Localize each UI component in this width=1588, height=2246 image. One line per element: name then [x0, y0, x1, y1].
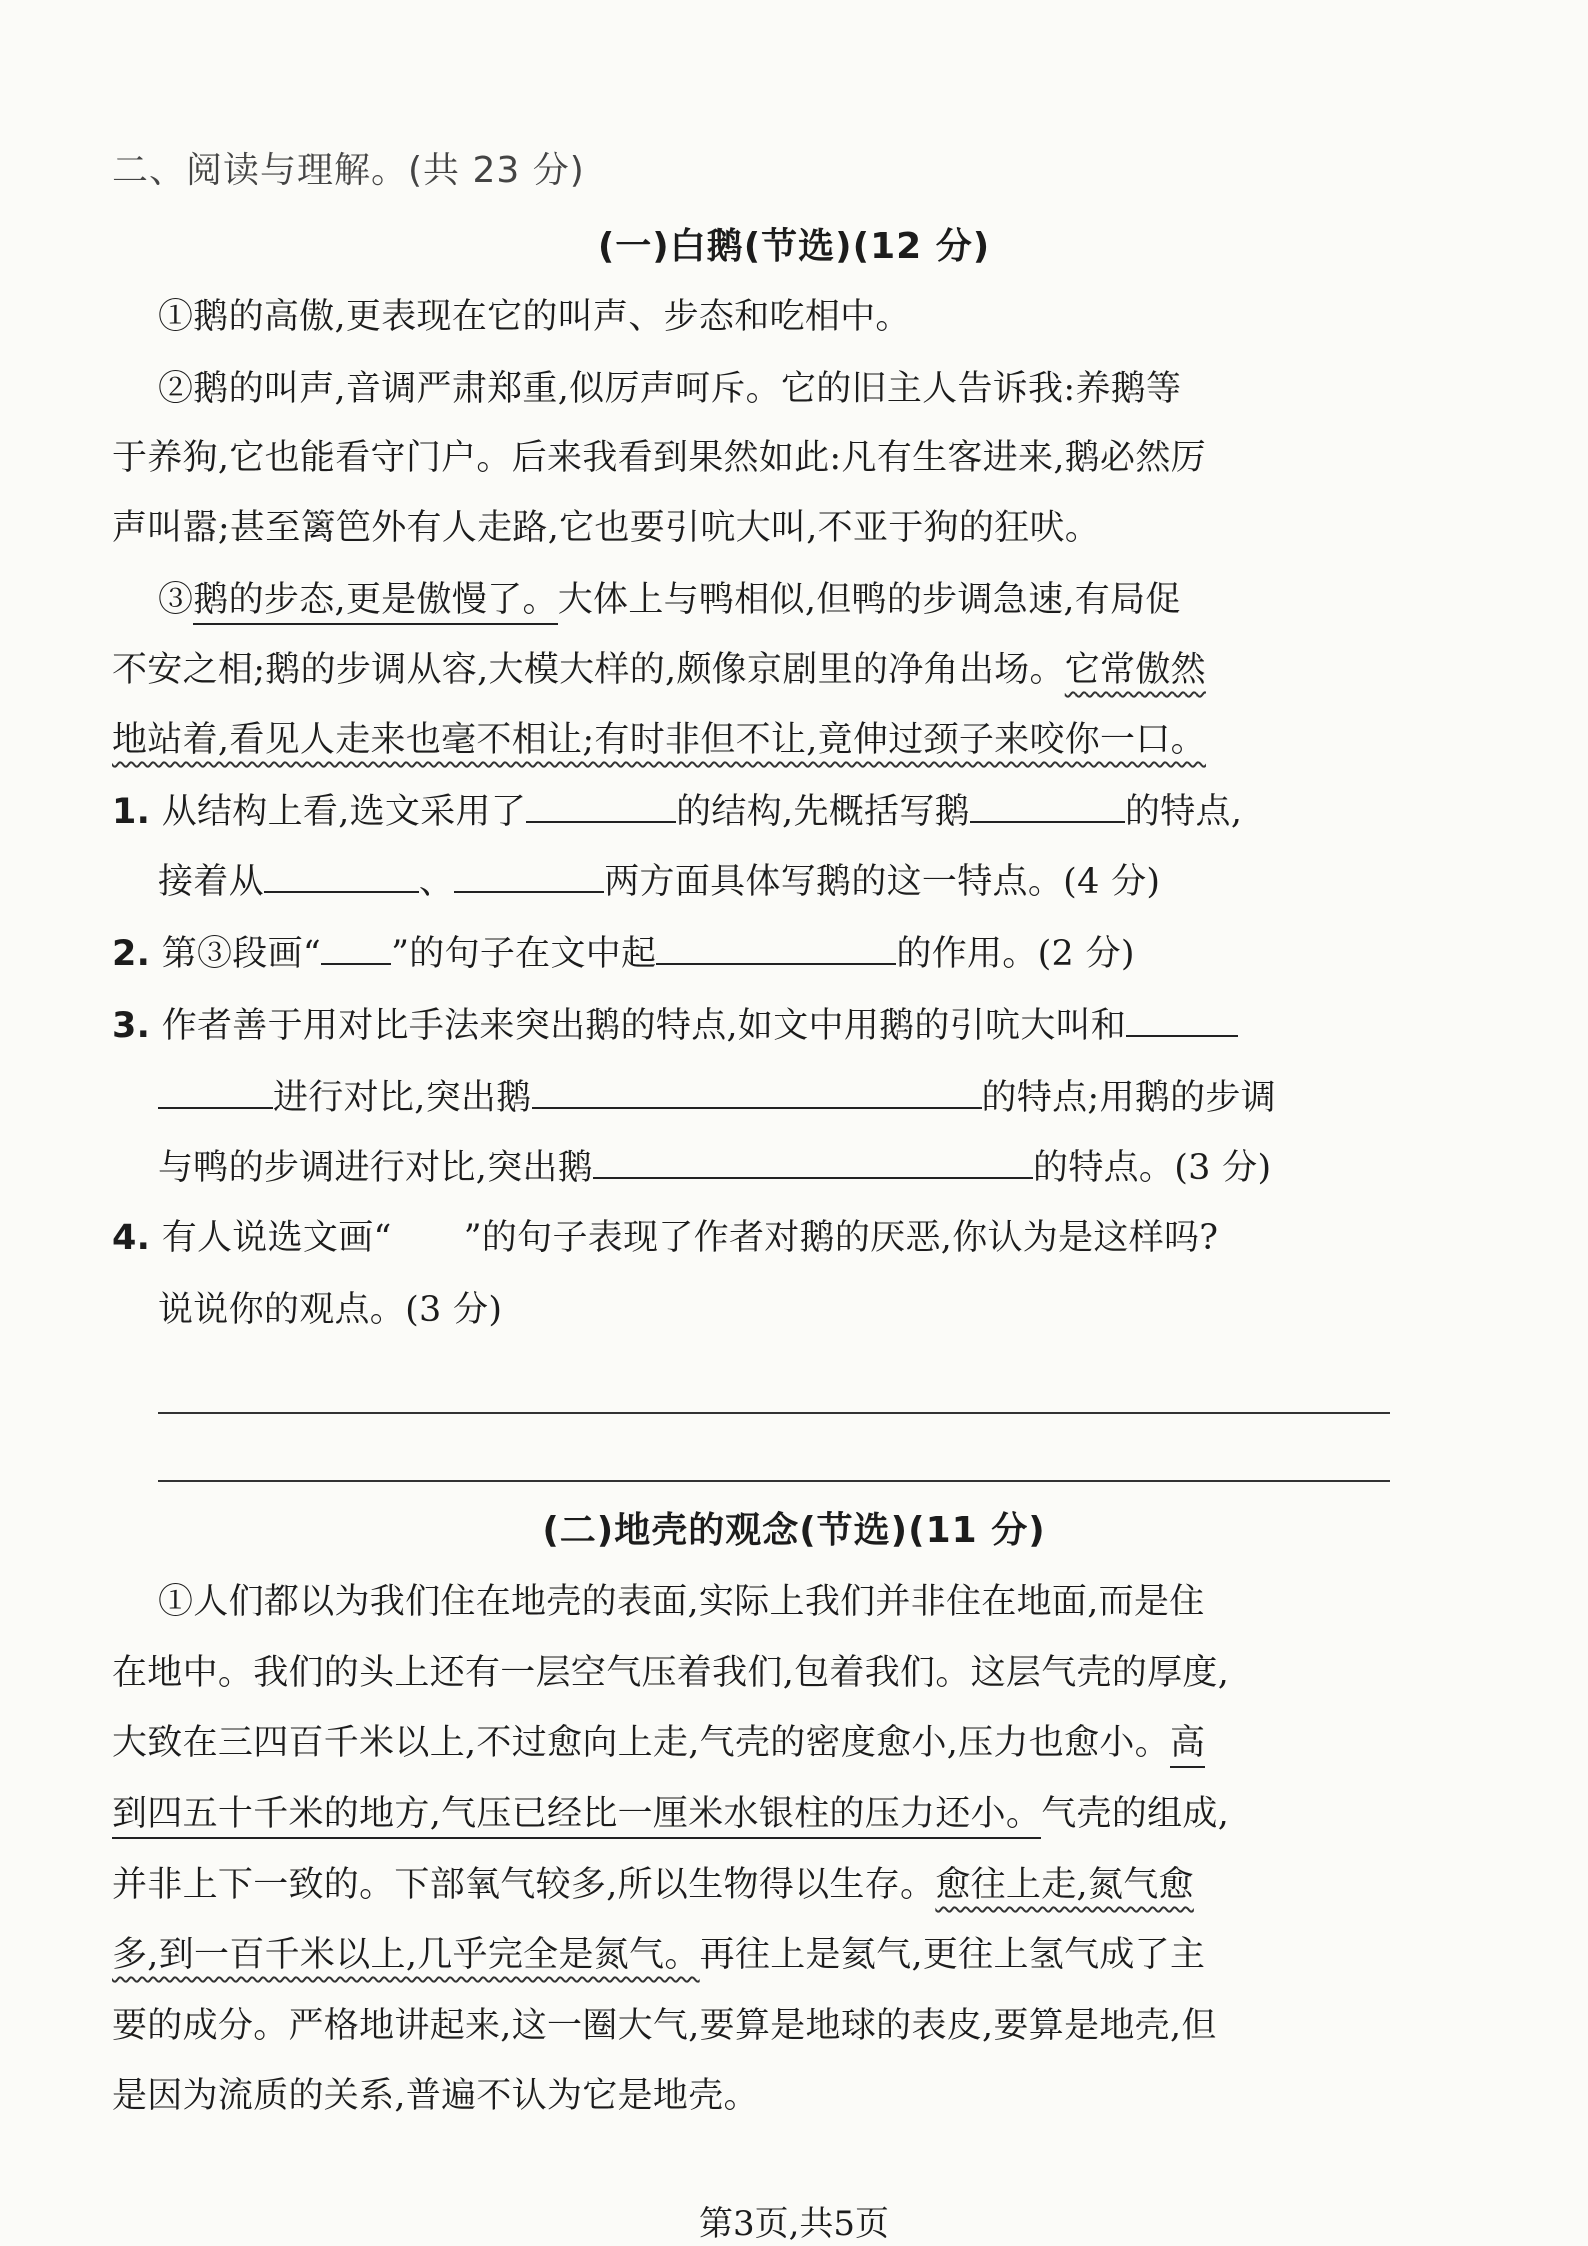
answer-blank[interactable] [656, 933, 896, 965]
wavy-underlined-sentence: 它常傲然 [1064, 650, 1206, 690]
passage2-line2: 在地中。我们的头上还有一层空气压着我们,包着我们。这层气壳的厚度, [112, 1653, 1230, 1693]
passage1-p2-line1: ②鹅的叫声,音调严肃郑重,似厉声呵斥。它的旧主人告诉我:养鹅等 [158, 369, 1182, 409]
passage2-line7: 要的成分。严格地讲起来,这一圈大气,要算是地球的表皮,要算是地壳,但 [112, 2006, 1217, 2046]
page-number: 第3页,共5页 [698, 2204, 890, 2244]
wavy-underlined-sentence-cont: 地站着,看见人走来也毫不相让;有时非但不让,竟伸过颈子来咬你一口。 [112, 720, 1206, 760]
answer-blank[interactable] [526, 791, 676, 823]
answer-line-1[interactable] [158, 1412, 1390, 1414]
answer-blank[interactable] [454, 861, 604, 893]
answer-blank[interactable] [593, 1147, 1033, 1179]
question-4-line1: 4. 有人说选文画“ ”的句子表现了作者对鹅的厌恶,你认为是这样吗? [112, 1213, 1218, 1263]
underlined-sentence: 鹅的步态,更是傲慢了。 [193, 580, 557, 625]
underlined-sentence: 高 [1170, 1723, 1205, 1768]
answer-blank[interactable] [970, 791, 1125, 823]
passage1-p2-line3: 声叫嚣;甚至篱笆外有人走路,它也要引吭大叫,不亚于狗的狂吠。 [112, 508, 1101, 548]
question-3-line2: 进行对比,突出鹅 的特点;用鹅的步调 [158, 1073, 1276, 1123]
passage2-line6: 多,到一百千米以上,几乎完全是氮气。再往上是氦气,更往上氢气成了主 [112, 1935, 1206, 1975]
question-1-line1: 1. 从结构上看,选文采用了 的结构,先概括写鹅 的特点, [112, 792, 1243, 832]
passage2-line4: 到四五十千米的地方,气压已经比一厘米水银柱的压力还小。气壳的组成, [112, 1789, 1387, 1839]
passage1-p3-line2: 不安之相;鹅的步调从容,大模大样的,颇像京剧里的净角出场。它常傲然 [112, 650, 1206, 690]
wavy-underlined-sentence-cont: 多,到一百千米以上,几乎完全是氮气。 [112, 1935, 700, 1975]
question-3-line3: 与鸭的步调进行对比,突出鹅 的特点。(3 分) [158, 1148, 1272, 1188]
answer-line-2[interactable] [158, 1480, 1390, 1482]
underlined-sentence-cont: 到四五十千米的地方,气压已经比一厘米水银柱的压力还小。 [112, 1794, 1041, 1839]
passage1-p2-line2: 于养狗,它也能看守门户。后来我看到果然如此:凡有生客进来,鹅必然厉 [112, 438, 1206, 478]
answer-blank[interactable] [1126, 1005, 1238, 1037]
answer-blank[interactable] [158, 1077, 273, 1109]
passage2-line8: 是因为流质的关系,普遍不认为它是地壳。 [112, 2076, 759, 2116]
wavy-sample [392, 1213, 464, 1263]
question-3-line1: 3. 作者善于用对比手法来突出鹅的特点,如文中用鹅的引吭大叫和 [112, 1001, 1238, 1051]
passage2-line1: ①人们都以为我们住在地壳的表面,实际上我们并非住在地面,而是住 [158, 1582, 1205, 1622]
answer-blank[interactable] [532, 1077, 982, 1109]
passage1-title: (一)白鹅(节选)(12 分) [597, 226, 991, 267]
passage2-title: (二)地壳的观念(节选)(11 分) [542, 1510, 1046, 1551]
question-4-line2: 说说你的观点。(3 分) [158, 1290, 503, 1330]
passage2-line5: 并非上下一致的。下部氧气较多,所以生物得以生存。愈往上走,氮气愈 [112, 1865, 1194, 1905]
passage1-p1: ①鹅的高傲,更表现在它的叫声、步态和吃相中。 [158, 297, 911, 337]
answer-blank[interactable] [264, 861, 419, 893]
question-1-line2: 接着从 、 两方面具体写鹅的这一特点。(4 分) [158, 862, 1161, 902]
passage1-p3-line1: ③鹅的步态,更是傲慢了。大体上与鸭相似,但鸭的步调急速,有局促 [158, 575, 1433, 625]
underline-sample [321, 933, 391, 965]
passage1-p3-line3 [112, 715, 1387, 765]
question-2: 2. 第③段画“ ”的句子在文中起 的作用。(2 分) [112, 934, 1135, 974]
passage2-line3: 大致在三四百千米以上,不过愈向上走,气壳的密度愈小,压力也愈小。高 [112, 1718, 1387, 1768]
section-title: 二、阅读与理解。(共 23 分) [112, 150, 585, 191]
wavy-underlined-sentence: 愈往上走,氮气愈 [935, 1865, 1194, 1905]
